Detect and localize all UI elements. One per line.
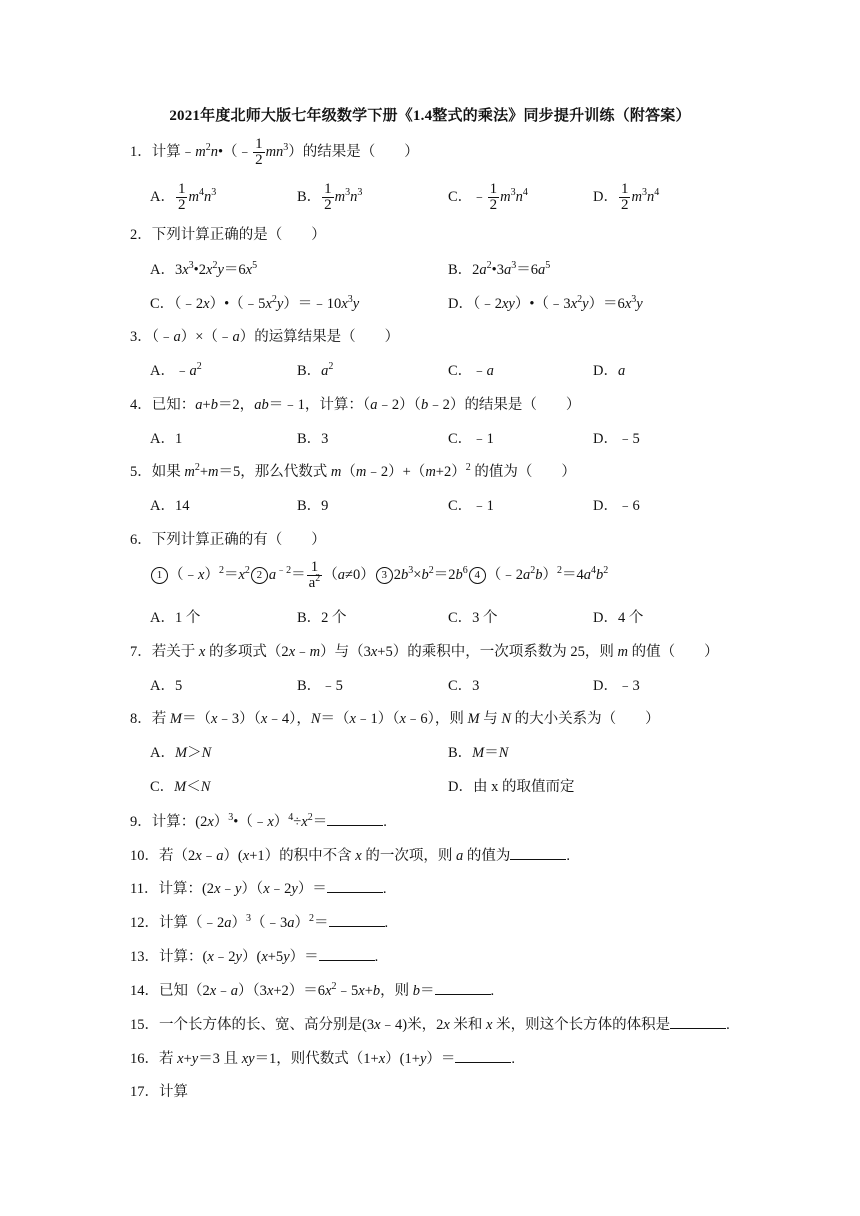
question-14: 14．已知$(2x﹣a)(3x+2)=6x^2﹣5x+b$，则 b＝ .: [130, 981, 495, 999]
question-4: 4．已知：a+b＝2，ab＝﹣1，计算：（a﹣2）（b﹣2）的结果是（ ）: [130, 397, 581, 413]
question-number: 1．: [130, 143, 152, 160]
question-8: 8．若 M＝（x﹣3）（x﹣4），N＝（x﹣1）（x﹣6），则 M 与 N 的大小关系为（ ）: [130, 711, 660, 727]
answer-blank[interactable]: [455, 1048, 511, 1063]
option-d: D．4 个: [593, 610, 644, 626]
answer-blank[interactable]: [435, 980, 491, 995]
option-a: A．$﹣a^2$: [150, 361, 202, 379]
option-c: C．﹣1: [448, 498, 494, 514]
question-13: 13．计算：(x﹣2y）(x+5y）＝ .: [130, 946, 378, 967]
answer-blank[interactable]: [510, 845, 566, 860]
question-16: 16．若 x+y＝3 且 xy＝1，则代数式（1+x）(1+y）＝ .: [130, 1048, 515, 1069]
option-a: A．5: [150, 678, 183, 694]
page-title: 2021年度北师大版七年级数学下册《1.4整式的乘法》同步提升训练（附答案）: [169, 108, 691, 124]
option-d: D．由 x 的取值而定: [448, 779, 575, 795]
option-b: B．$2a^2•3a^3=6a^5$: [448, 260, 551, 278]
fraction: $\frac{1}{2}$: [255, 136, 263, 168]
answer-blank[interactable]: [670, 1014, 726, 1029]
option-b: B．2 个: [297, 610, 347, 626]
option-c: C．$(﹣2x)•(﹣5x^2y)=﹣10x^3y$: [150, 294, 360, 312]
option-a: A．1 个: [150, 610, 201, 626]
option-b: B．3: [297, 431, 329, 447]
statements-line: 1 $(﹣x)^2=x^2$ 2 $a^{﹣2}=$ $\frac{1}{a^2}$ （a≠0） 3 $2b^3\times b^2=2b^6$ 4 $(﹣2a^2b)^2=4a^4b^2$: [150, 560, 608, 591]
option-d: D．a: [593, 363, 626, 379]
option-c: C．3: [448, 678, 480, 694]
option-d: D．﹣6: [593, 498, 640, 514]
question-11: 11．计算：(2x﹣y）（x﹣2y）＝ .: [130, 878, 386, 899]
question-7: 7．若关于 x 的多项式（2x﹣m）与（3x+5）的乘积中，一次项系数为 25，则 m 的值（ ）: [130, 644, 719, 660]
question-17: 17．计算: [130, 1084, 188, 1100]
option-d: D．﹣5: [593, 431, 640, 447]
option-a: A．M＞N: [150, 745, 212, 761]
option-b: B．$a^2$: [297, 361, 334, 379]
question-12: 12．计算（﹣2a）$^3$（﹣3a）$^2$＝ .: [130, 913, 389, 931]
answer-blank[interactable]: [329, 912, 385, 927]
option-b: B．﹣5: [297, 678, 343, 694]
option-c: C．﹣1: [448, 431, 494, 447]
option-a: A．1: [150, 431, 183, 447]
question-15: 15．一个长方体的长、宽、高分别是(3x﹣4)米，2x 米和 x 米，则这个长方体的体积是 .: [130, 1014, 730, 1035]
option-b: B． $\frac{1}{2}$ $m^3n^3$: [297, 181, 363, 213]
option-b: B．M＝N: [448, 745, 509, 761]
answer-blank[interactable]: [327, 878, 383, 893]
option-d: D．﹣3: [593, 678, 640, 694]
option-a: A． $\frac{1}{2}$ $m^4n^3$: [150, 181, 217, 213]
option-a: A．14: [150, 498, 190, 514]
question-6: 6．下列计算正确的有（ ）: [130, 532, 326, 548]
question-5: 5．如果 $m^2+m=5$，那么代数式 $m(m﹣2)+(m+2)^2$ 的值为（ ）: [130, 462, 576, 480]
question-1: 1．计算$﹣m^2n•(﹣$ $\frac{1}{2}$ $mn^3$）的结果是（ ）: [130, 136, 419, 168]
answer-blank[interactable]: [319, 946, 375, 961]
option-b: B．9: [297, 498, 329, 514]
option-c: C．M＜N: [150, 779, 211, 795]
question-2: 2．下列计算正确的是（ ）: [130, 227, 326, 243]
question-9: 9．计算：$(2x)^3•(﹣x)^4\div x^2=$ .: [130, 812, 387, 830]
question-3: 3．（﹣a）×（﹣a）的运算结果是（ ）: [130, 329, 400, 345]
option-d: D． $\frac{1}{2}$ $m^3n^4$: [593, 181, 660, 213]
answer-blank[interactable]: [327, 811, 383, 826]
option-c: C．3 个: [448, 610, 498, 626]
question-10: 10．若（2x﹣a）(x+1）的积中不含 x 的一次项，则 a 的值为 .: [130, 845, 570, 866]
option-c: C．﹣ $\frac{1}{2}$ $m^3n^4$: [448, 181, 528, 213]
option-a: A．$3x^3•2x^2y=6x^5$: [150, 260, 258, 278]
option-c: C．﹣a: [448, 363, 494, 379]
option-d: D．$(﹣2xy)•(﹣3x^2y)=6x^3y$: [448, 294, 643, 312]
